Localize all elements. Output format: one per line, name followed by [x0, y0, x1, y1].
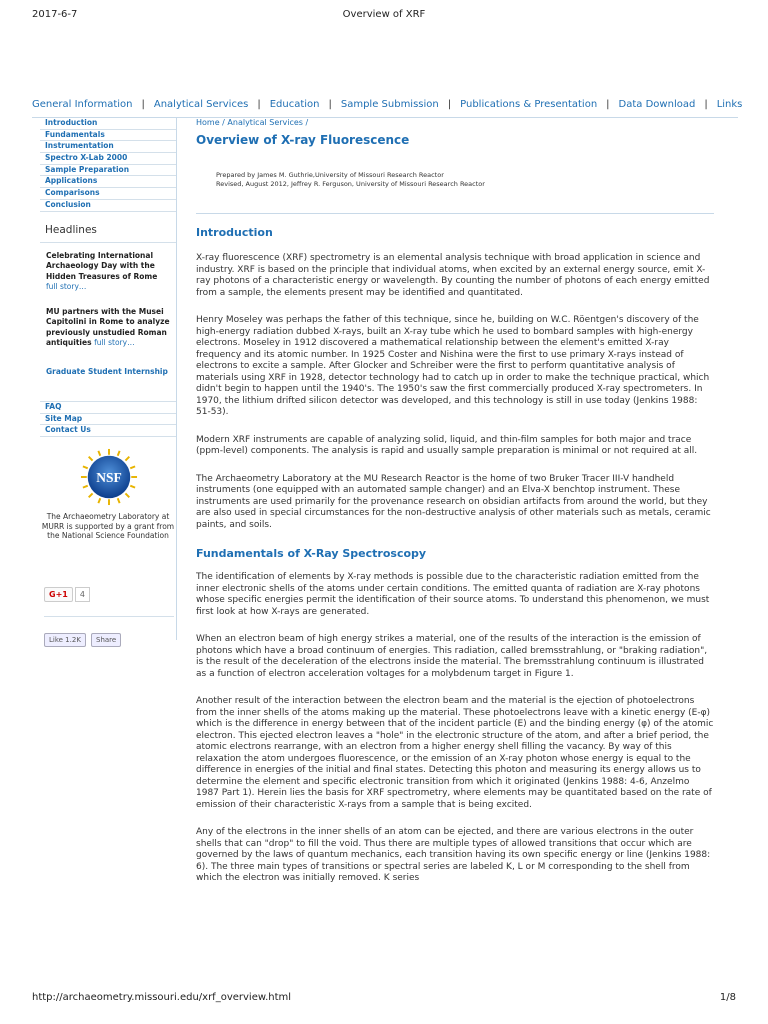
sidebar-sublinks — [40, 401, 176, 437]
sidebar-item-fundamentals[interactable]: Fundamentals — [40, 130, 176, 142]
nav-separator: | — [257, 99, 261, 110]
breadcrumb[interactable]: Home / Analytical Services / — [196, 118, 309, 127]
sidebar — [40, 118, 177, 644]
nsf-logo[interactable] — [80, 448, 138, 506]
paragraph: The Archaeometry Laboratory at the MU Research Reactor is the home of two Bruker Tracer III-V handheld instruments (one equipped with an automated sample changer) and an Elva-X benchtop instrument. These instruments are used primarily for the provenance research on obsidian artifacts from around the world, but they are also used in special circumstances for the non-destructive analysis of other materials such as metals, ceramic paints, and soils. — [196, 473, 711, 530]
top-navigation — [32, 99, 743, 118]
nav-separator: | — [141, 99, 145, 110]
page-title: Overview of X-ray Fluorescence — [196, 133, 410, 147]
headlines-title: Headlines — [45, 223, 97, 236]
headline-text: MU partners with the Musei Capitolini in Rome to analyze previously unstudied Roman antiquities — [46, 306, 170, 347]
nav-general-information[interactable]: General Information — [32, 99, 133, 110]
print-header — [0, 0, 768, 22]
headline-text: Celebrating International Archaeology Day with the Hidden Treasures of Rome — [46, 250, 158, 281]
headline-item — [46, 307, 170, 349]
full-story-link[interactable]: full story… — [46, 282, 87, 291]
sidebar-item-spectro-x-lab[interactable]: Spectro X-Lab 2000 — [40, 153, 176, 165]
nsf-logo-text: NSF — [96, 469, 122, 485]
print-title: Overview of XRF — [342, 9, 426, 20]
nav-education[interactable]: Education — [269, 99, 320, 110]
sidebar-item-applications[interactable]: Applications — [40, 176, 176, 188]
credit-line: Revised, August 2012, Jeffrey R. Ferguson, University of Missouri Research Reactor — [216, 180, 485, 188]
credit-line: Prepared by James M. Guthrie,University of Missouri Research Reactor — [216, 171, 444, 179]
faq-link[interactable]: FAQ — [40, 401, 176, 414]
print-date: 2017-6-7 — [32, 9, 78, 20]
paragraph: The identification of elements by X-ray methods is possible due to the characteristic radiation emitted from the inner electronic shells of the atoms under certain conditions. The emitted quanta of radiation are X-ray photons whose specific energies permit the identification of their source atoms. To understand this phenomenon, we must first look at how X-rays are generated. — [196, 572, 710, 617]
contact-us-link[interactable]: Contact Us — [40, 425, 176, 437]
nav-separator: | — [328, 99, 332, 110]
nav-separator: | — [704, 99, 708, 110]
sidebar-item-comparisons[interactable]: Comparisons — [40, 188, 176, 200]
paragraph: Modern XRF instruments are capable of analyzing solid, liquid, and thin-film samples for both major and trace (ppm-level) components. The analysis is rapid and usually sample preparation is minimal or not required at all. — [196, 434, 698, 456]
nav-analytical-services[interactable]: Analytical Services — [153, 99, 249, 110]
google-plus-count: 4 — [75, 587, 90, 602]
sidebar-item-instrumentation[interactable]: Instrumentation — [40, 141, 176, 153]
graduate-internship-link[interactable]: Graduate Student Internship — [46, 366, 168, 376]
google-plus-button[interactable]: G+1 — [44, 587, 73, 602]
nav-data-download[interactable]: Data Download — [618, 99, 696, 110]
print-url: http://archaeometry.missouri.edu/xrf_overview.html — [32, 992, 292, 1003]
facebook-like-button[interactable]: Like 1.2K — [44, 633, 86, 647]
sidebar-item-introduction[interactable]: Introduction — [40, 118, 176, 130]
sidebar-menu — [40, 118, 176, 212]
sidebar-item-sample-preparation[interactable]: Sample Preparation — [40, 165, 176, 177]
divider — [40, 242, 176, 243]
full-story-link[interactable]: full story… — [94, 338, 135, 347]
nsf-caption: The Archaeometry Laboratory at MURR is supported by a grant from the National Science Foundation — [41, 512, 175, 540]
nav-separator: | — [447, 99, 452, 110]
nav-separator: | — [606, 99, 610, 110]
social-buttons — [44, 582, 174, 647]
section-heading-fundamentals: Fundamentals of X-Ray Spectroscopy — [196, 547, 427, 560]
paragraph: X-ray fluorescence (XRF) spectrometry is an elemental analysis technique with broad application in science and industry. XRF is based on the principle that individual atoms, when excited by an external energy source, emit X-ray photons of a characteristic energy or wavelength. By counting the number of photons of each energy emitted from a sample, the elements present may be identified and quantitated. — [196, 253, 710, 298]
divider — [196, 213, 714, 214]
paragraph: When an electron beam of high energy strikes a material, one of the results of the interaction is the emission of photons which have a broad continuum of energies. This radiation, called bremsstrahlung, or "braking radiation", is the result of the deceleration of the electrons inside the material. The bremsstrahlung continuum is illustrated as a function of electron acceleration voltages for a molybdenum target in Figure 1. — [196, 634, 708, 679]
section-heading-introduction: Introduction — [196, 226, 273, 239]
facebook-share-button[interactable]: Share — [91, 633, 121, 647]
nav-publications[interactable]: Publications & Presentation — [460, 99, 598, 110]
nav-sample-submission[interactable]: Sample Submission — [340, 99, 439, 110]
nav-links[interactable]: Links — [716, 99, 743, 110]
paragraph: Any of the electrons in the inner shells of an atom can be ejected, and there are various electrons in the outer shells that can "drop" to fill the void. Thus there are multiple types of allowed transitions that occur which are governed by the laws of quantum mechanics, each transition having its own specific energy or line (Jenkins 1988: 6). The three main types of transitions or spectral series are labeled K, L or M corresponding to the shell from which the electron was initially removed. K series — [196, 827, 711, 883]
paragraph: Another result of the interaction between the electron beam and the material is the ejection of photoelectrons from the inner shells of the atoms making up the material. These photoelectrons leave with a kinetic energy (E-φ) which is the difference in energy between that of the incident particle (E) and the binding energy (φ) of the atomic electron. This ejected electron leaves a "hole" in the electronic structure of the atom, and after a brief period, the atomic electrons rearrange, with an electron from a higher energy shell filling the vacancy. By way of this relaxation the atom undergoes fluorescence, or the emission of an X-ray photon whose energy is equal to the difference in energies of the initial and final states. Detecting this photon and measuring its energy allows us to determine the element and specific electronic transition from which it originated (Jenkins 1988: 4-6, Anzelmo 1987 Part 1). Herein lies the basis for XRF spectrometry, where elements may be quantitated based on the rate of emission of their characteristic X-rays from a sample that is being excited. — [196, 696, 714, 810]
facebook-row — [44, 616, 174, 647]
sidebar-item-conclusion[interactable]: Conclusion — [40, 200, 176, 212]
headline-item — [46, 251, 170, 293]
main-content — [196, 118, 714, 901]
print-page-number: 1/8 — [719, 992, 736, 1003]
site-map-link[interactable]: Site Map — [40, 414, 176, 426]
credits — [216, 171, 714, 189]
paragraph: Henry Moseley was perhaps the father of this technique, since he, building on W.C. Röentgen's discovery of the high-energy radiation dubbed X-rays, built an X-ray tube which he used to bombard samples with high-energy electrons. Moseley in 1912 discovered a mathematical relationship between the element's emitted X-ray frequency and its atomic number. In 1925 Coster and Nishina were the first to use primary X-rays instead of electrons to excite a sample. After Glocker and Schreiber were the first to perform quantitative analysis of materials using XRF in 1928, detector technology had to catch up in order to make the technique practical, which didn't begin to happen until the 1940's. The 1950's saw the first commercially produced X-ray spectrometers. In 1970, the lithium drifted silicon detector was developed, and this technology is still in use today (Jenkins 1988: 51-53). — [196, 315, 710, 417]
